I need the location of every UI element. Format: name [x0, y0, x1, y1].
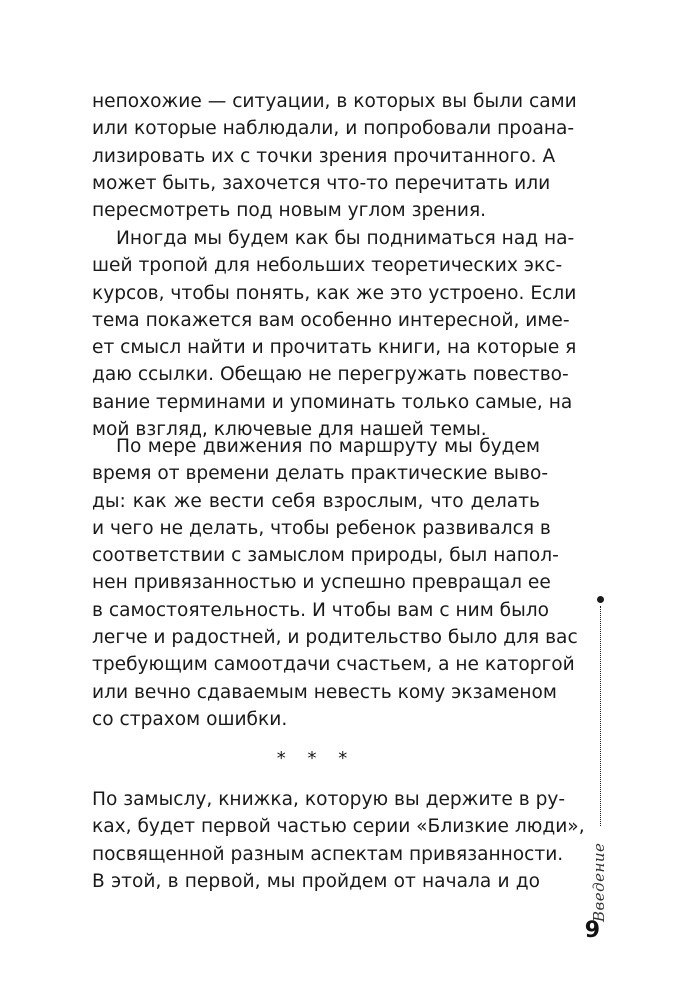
text-line: непохожие — ситуации, в которых вы были сами: [92, 91, 577, 112]
text-line: или которые наблюдали, и попробовали проана-: [92, 118, 575, 140]
text-line: ды: как же вести себя взрослым, что делать: [92, 490, 540, 512]
text-line: соответствии с замыслом природы, был напол-: [92, 545, 559, 567]
running-head-label: Введение: [590, 842, 608, 922]
text-line: В этой, в первой, мы пройдем от начала и до: [92, 870, 540, 892]
text-line: требующим самоотдачи счастьем, а не каторгой: [92, 654, 575, 676]
text-line: шей тропой для небольших теоретических экс-: [92, 255, 563, 277]
text-line: Иногда мы будем как бы подниматься над на-: [116, 228, 575, 249]
text-line: По мере движения по маршруту мы будем: [116, 436, 540, 457]
text-line: посвященной разным аспектам привязанности.: [92, 843, 564, 865]
text-line: нен привязанностью и успешно превращал ее: [92, 572, 551, 594]
running-head-dotted-line: [600, 606, 601, 826]
running-head: [588, 596, 612, 923]
text-line: пересмотреть под новым углом зрения.: [92, 200, 487, 222]
text-line: лизировать их с точки зрения прочитанного. А: [92, 145, 556, 167]
paragraph-4: [92, 786, 585, 895]
text-line: даю ссылки. Обещаю не перегружать повество-: [92, 364, 569, 386]
text-line: и чего не делать, чтобы ребенок развивался в: [92, 517, 551, 539]
running-head-dot: [597, 596, 604, 603]
page-number: 9: [584, 918, 600, 943]
text-line: ках, будет первой частью серии «Близкие люди»,: [92, 816, 585, 838]
text-line: вание терминами и упоминать только самые, на: [92, 391, 573, 413]
text-line: время от времени делать практические выво-: [92, 463, 549, 485]
text-line: может быть, захочется что-то перечитать или: [92, 172, 551, 194]
text-line: или вечно сдаваемым невесть кому экзаменом: [92, 681, 557, 703]
text-line: По замыслу, книжка, которую вы держите в ру-: [92, 789, 566, 810]
text-line: тема покажется вам особенно интересной, име-: [92, 309, 570, 331]
text-line: курсов, чтобы понять, как же это устроено. Если: [92, 282, 577, 304]
text-line: ет смысл найти и прочитать книги, на которые я: [92, 337, 577, 359]
paragraph-2: [92, 225, 577, 443]
paragraph-3: [92, 433, 578, 733]
text-line: легче и радостней, и родительство было для вас: [92, 627, 578, 649]
text-line: в самостоятельность. И чтобы вам с ним было: [92, 599, 550, 621]
text-line: со страхом ошибки.: [92, 708, 288, 730]
section-break: * * *: [276, 748, 356, 769]
text-line: мой взгляд, ключевые для нашей темы.: [92, 419, 487, 441]
paragraph-1: [92, 88, 577, 224]
